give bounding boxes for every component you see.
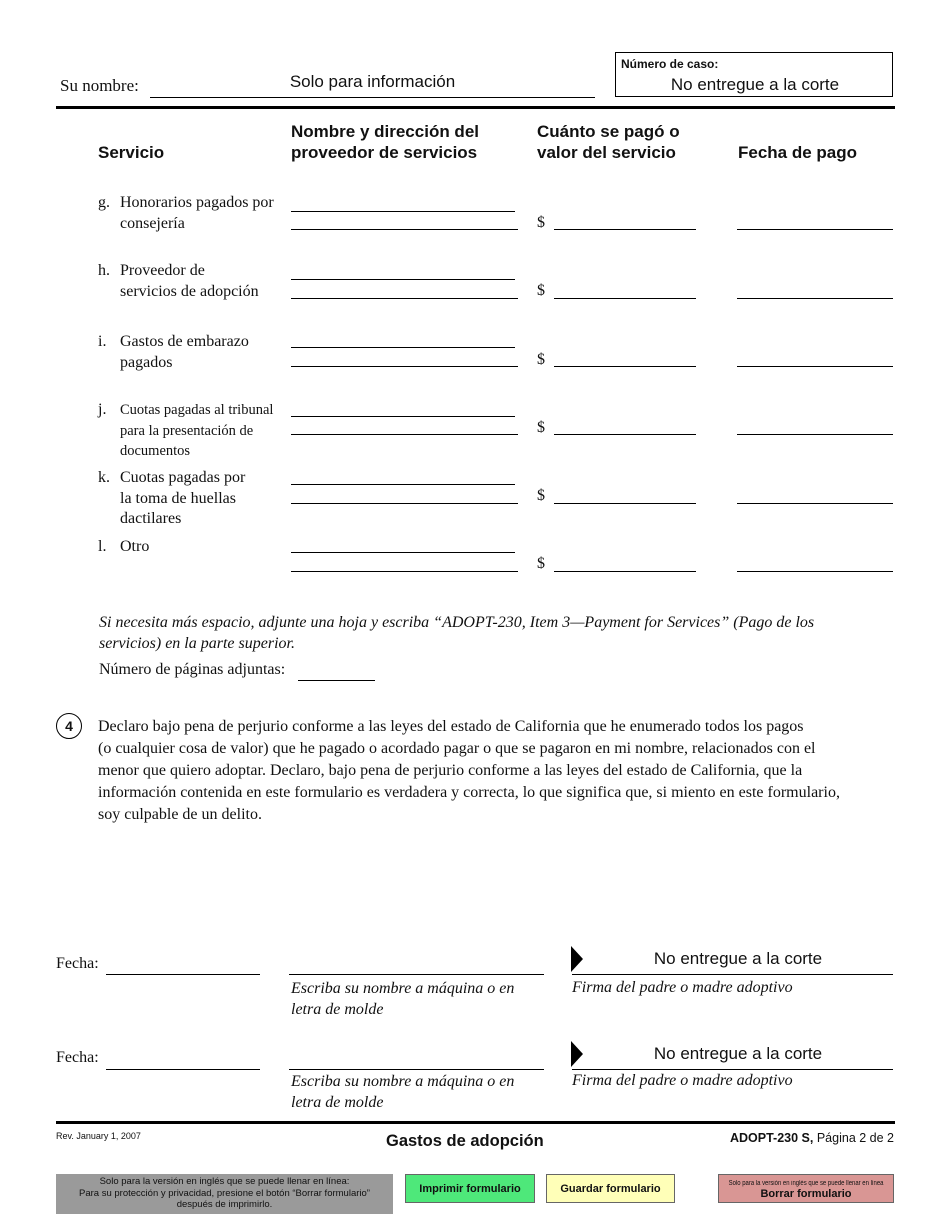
name-underline (150, 97, 595, 98)
service-row-h: h. Proveedor de servicios de adopción (98, 262, 259, 300)
amount-line[interactable] (554, 503, 696, 504)
col-provider-header: Nombre y dirección del proveedor de servicios (291, 122, 479, 162)
service-row-k: k. Cuotas pagadas por la toma de huellas dactilares (98, 469, 246, 527)
col-service-header: Servicio (98, 143, 165, 162)
pages-attached-label: Número de páginas adjuntas: (99, 661, 286, 678)
dollar-sign: $ (537, 282, 545, 299)
dollar-sign: $ (537, 487, 545, 504)
footer-rule (56, 1121, 895, 1124)
signature-caption: Firma del padre o madre adoptivo (572, 979, 793, 996)
provider-line[interactable] (291, 366, 518, 367)
save-form-button[interactable]: Guardar formulario (546, 1174, 675, 1203)
provider-line[interactable] (291, 229, 518, 230)
date-line[interactable] (737, 434, 893, 435)
col-date-header: Fecha de pago (738, 143, 858, 162)
provider-line[interactable] (291, 211, 515, 212)
name-value[interactable]: Solo para información (289, 72, 456, 91)
col-amount-header: Cuánto se pagó o valor del servicio (537, 122, 680, 162)
service-row-i: i. Gastos de embarazo pagados (98, 333, 249, 371)
signature-field[interactable] (572, 974, 893, 975)
pages-attached-field[interactable] (298, 680, 375, 681)
signature-field[interactable] (572, 1069, 893, 1070)
case-number-box[interactable] (615, 52, 893, 97)
signature-caption: Firma del padre o madre adoptivo (572, 1072, 793, 1089)
clear-form-note: Solo para la versión en inglés que se puede llenar en línea (728, 1179, 884, 1187)
section-number-4: 4 (56, 713, 82, 739)
clear-form-label: Borrar formulario (760, 1187, 852, 1200)
dollar-sign: $ (537, 419, 545, 436)
case-number-value: No entregue a la corte (670, 75, 840, 94)
service-row-l: l. Otro (98, 538, 150, 555)
provider-line[interactable] (291, 571, 518, 572)
printed-name-field[interactable] (289, 974, 544, 975)
amount-line[interactable] (554, 298, 696, 299)
dollar-sign: $ (537, 555, 545, 572)
signature-arrow-icon (571, 1041, 583, 1067)
date-field[interactable] (106, 974, 260, 975)
service-row-j: j. Cuotas pagadas al tribunal para la presentación de documentos (98, 401, 274, 459)
provider-line[interactable] (291, 347, 515, 348)
service-row-g: g. Honorarios pagados por consejería (98, 194, 274, 232)
privacy-notice: Solo para la versión en inglés que se puede llenar en línea: Para su protección y privacidad, presione el botón “Borrar formulario” después de imprimirlo. (56, 1174, 393, 1214)
case-number-label: Número de caso: (621, 57, 719, 71)
clear-form-button[interactable] (718, 1174, 894, 1203)
provider-line[interactable] (291, 279, 515, 280)
date-line[interactable] (737, 571, 893, 572)
amount-line[interactable] (554, 571, 696, 572)
form-id: ADOPT-230 S, Página 2 de 2 (729, 1131, 894, 1145)
form-title: Gastos de adopción (386, 1132, 544, 1150)
date-line[interactable] (737, 298, 893, 299)
date-line[interactable] (737, 366, 893, 367)
amount-line[interactable] (554, 229, 696, 230)
dollar-sign: $ (537, 351, 545, 368)
date-field[interactable] (106, 1069, 260, 1070)
header-rule (56, 106, 895, 109)
declaration-text: Declaro bajo pena de perjurio conforme a las leyes del estado de California que he enumerado todos los pagos (o cualquier cosa de valor) que he pagado o acordado pagar o que se pagaron en mi nombre, relacionados con el menor que quiero adoptar. Declaro, bajo pena de perjurio conforme a las leyes del estado de California, que la información contenida en este formulario es verdadera y correcta, lo que significa que, si miento en este formulario, soy culpable de un delito. (98, 718, 840, 823)
amount-line[interactable] (554, 434, 696, 435)
name-label: Su nombre: (60, 76, 139, 95)
amount-line[interactable] (554, 366, 696, 367)
extra-space-note: Si necesita más espacio, adjunte una hoja y escriba “ADOPT-230, Item 3—Payment for Services” (Pago de los servicios) en la parte superior. (99, 614, 815, 652)
signature-value[interactable]: No entregue a la corte (653, 1044, 823, 1063)
provider-line[interactable] (291, 434, 518, 435)
print-form-button[interactable]: Imprimir formulario (405, 1174, 535, 1203)
revision-date: Rev. January 1, 2007 (56, 1131, 141, 1141)
signature-value[interactable]: No entregue a la corte (653, 949, 823, 968)
provider-line[interactable] (291, 503, 518, 504)
printed-name-caption: Escriba su nombre a máquina o en letra de molde (291, 980, 515, 1018)
dollar-sign: $ (537, 214, 545, 231)
date-label: Fecha: (56, 955, 99, 972)
provider-line[interactable] (291, 484, 515, 485)
provider-line[interactable] (291, 298, 518, 299)
printed-name-caption: Escriba su nombre a máquina o en letra de molde (291, 1073, 515, 1111)
provider-line[interactable] (291, 416, 515, 417)
signature-arrow-icon (571, 946, 583, 972)
printed-name-field[interactable] (289, 1069, 544, 1070)
date-line[interactable] (737, 503, 893, 504)
date-label: Fecha: (56, 1049, 99, 1066)
date-line[interactable] (737, 229, 893, 230)
provider-line[interactable] (291, 552, 515, 553)
